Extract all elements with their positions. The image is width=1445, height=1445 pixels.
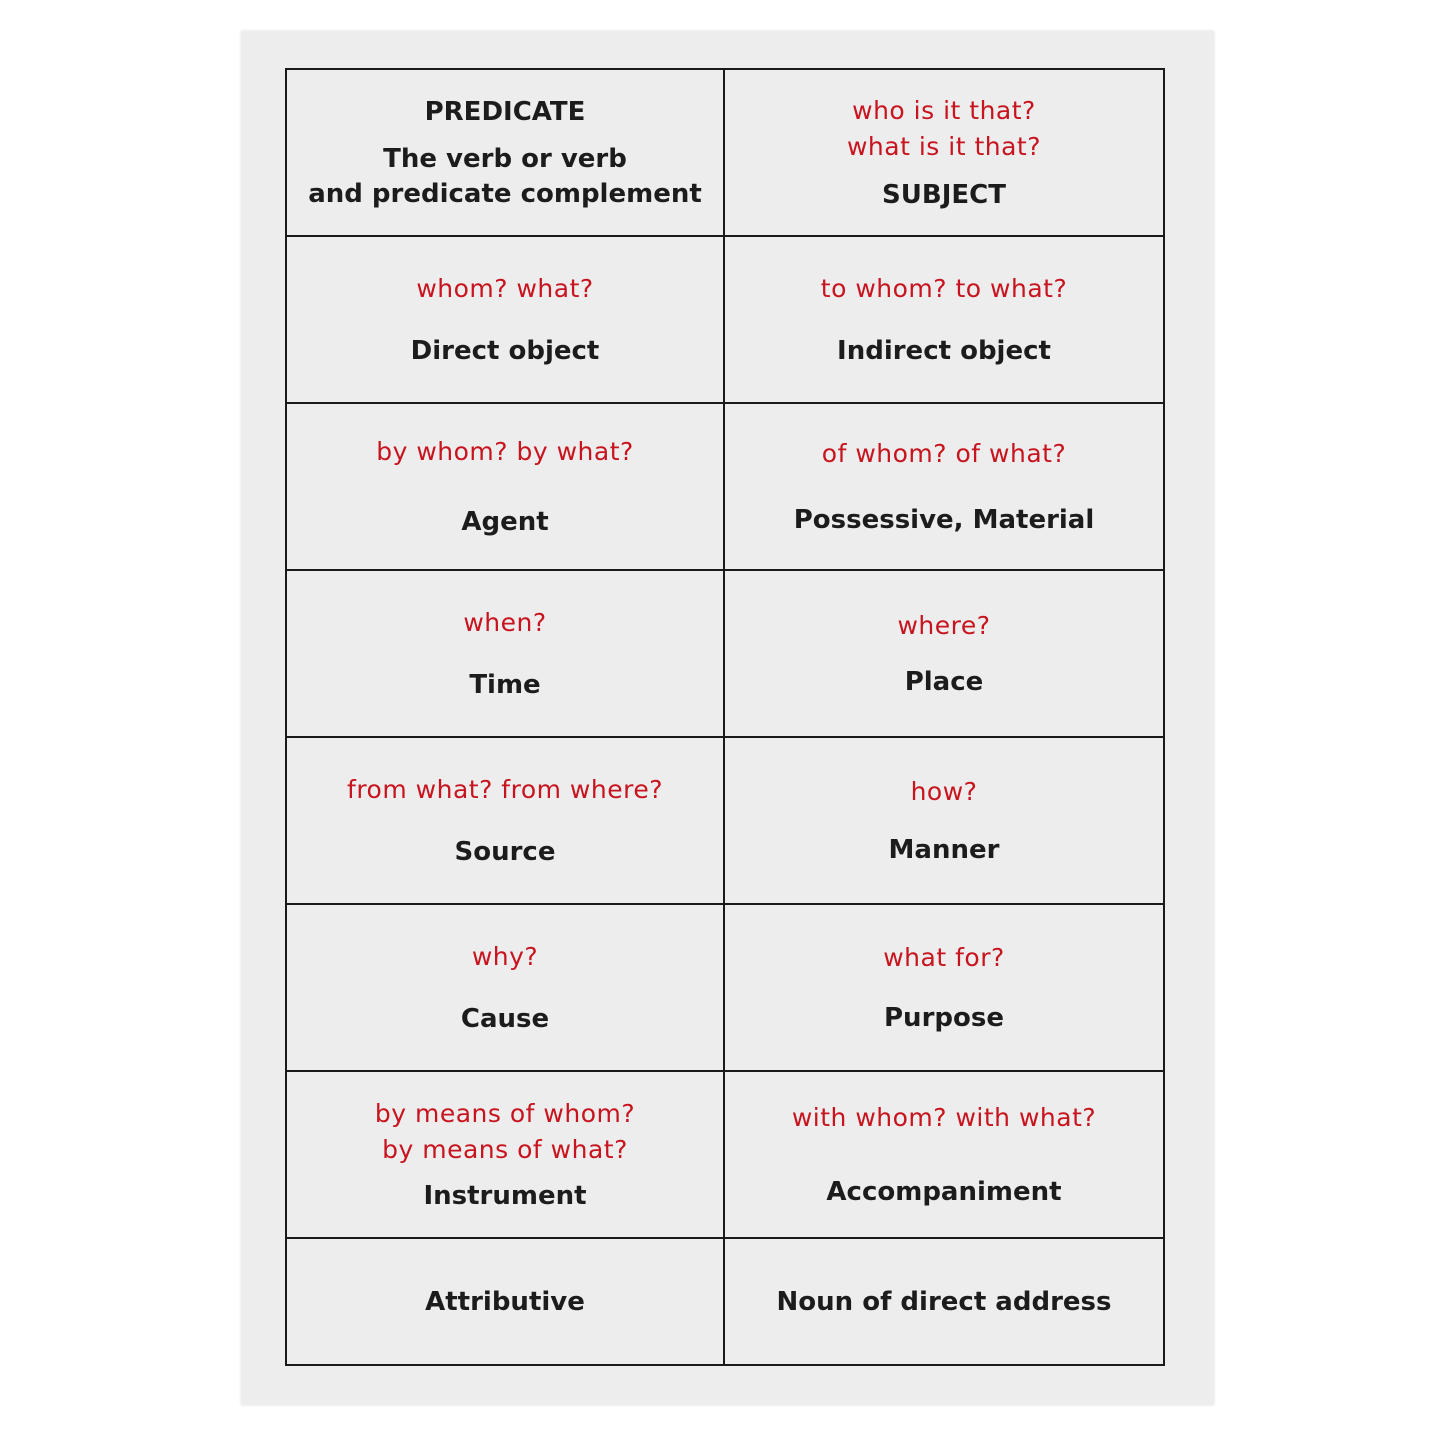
cell-direct-address: [725, 1239, 1163, 1364]
indirect-object-question: to whom? to what?: [820, 273, 1068, 303]
cell-time: [287, 571, 725, 738]
instrument-question: by means of whom? by means of what?: [374, 1098, 636, 1164]
source-question: from what? from where?: [347, 774, 663, 804]
cell-accompaniment: [725, 1072, 1163, 1239]
subject-label: SUBJECT: [882, 179, 1006, 210]
cell-attributive: [287, 1239, 725, 1364]
cell-source: [287, 738, 725, 905]
accompaniment-label: Accompaniment: [826, 1176, 1062, 1207]
predicate-title: PREDICATE: [424, 96, 586, 127]
possessive-label: Possessive, Material: [793, 504, 1095, 535]
cell-direct-object: [287, 237, 725, 404]
manner-question: how?: [910, 776, 978, 806]
direct-object-question: whom? what?: [416, 273, 594, 303]
indirect-object-label: Indirect object: [837, 335, 1051, 366]
cell-instrument: [287, 1072, 725, 1239]
cell-predicate: [287, 70, 725, 237]
subject-question: who is it that? what is it that?: [846, 95, 1041, 161]
attributive-label: Attributive: [425, 1286, 585, 1317]
accompaniment-question: with whom? with what?: [791, 1102, 1097, 1132]
cell-possessive: [725, 404, 1163, 571]
predicate-description: The verb or verb and predicate complement: [308, 143, 702, 209]
cause-question: why?: [471, 941, 539, 971]
cell-place: [725, 571, 1163, 738]
source-label: Source: [454, 836, 556, 867]
time-question: when?: [463, 607, 547, 637]
purpose-label: Purpose: [884, 1002, 1004, 1033]
cause-label: Cause: [460, 1003, 550, 1034]
cell-indirect-object: [725, 237, 1163, 404]
cell-cause: [287, 905, 725, 1072]
cell-purpose: [725, 905, 1163, 1072]
cell-agent: [287, 404, 725, 571]
cell-subject: [725, 70, 1163, 237]
cell-manner: [725, 738, 1163, 905]
instrument-label: Instrument: [423, 1180, 587, 1211]
place-label: Place: [904, 666, 984, 697]
direct-object-label: Direct object: [410, 335, 600, 366]
possessive-question: of whom? of what?: [821, 438, 1067, 468]
agent-question: by whom? by what?: [376, 436, 634, 466]
grammar-card: [241, 31, 1214, 1405]
question-grid: [285, 68, 1165, 1366]
manner-label: Manner: [888, 834, 1000, 865]
time-label: Time: [469, 669, 541, 700]
place-question: where?: [897, 610, 991, 640]
purpose-question: what for?: [883, 942, 1005, 972]
agent-label: Agent: [461, 506, 549, 537]
direct-address-label: Noun of direct address: [776, 1286, 1112, 1317]
